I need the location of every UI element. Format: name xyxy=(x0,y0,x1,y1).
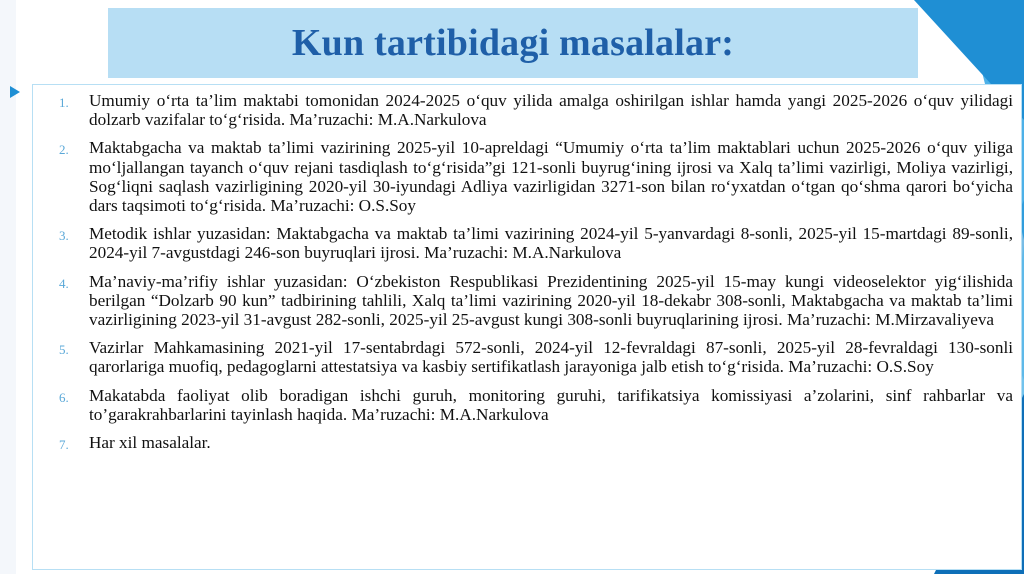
item-text: Metodik ishlar yuzasidan: Maktabgacha va maktab ta’limi vazirining 2024-yil 5-yanvardagi 8-sonli, 2025-yil 15-martdagi 89-sonli, 2024-yil 7-avgustdagi 246-son buyruqlari ijrosi. Ma’ruzachi: M.A.Narkulova xyxy=(89,224,1013,263)
list-item xyxy=(33,91,1013,129)
list-item xyxy=(33,224,1013,262)
item-number: 7. xyxy=(59,437,69,453)
item-text: Har xil masalalar. xyxy=(89,433,211,453)
arrow-bullet-icon xyxy=(10,86,20,98)
list-item xyxy=(33,338,1013,376)
item-text: Ma’naviy-ma’rifiy ishlar yuzasidan: O‘zbekiston Respublikasi Prezidentining 2025-yil 15-may kungi videoselektor yig‘ilishida berilgan “Dolzarb 90 kun” tadbirining tahlili, Xalq ta’limi vazirining 2020-yil 18-dekabr 308-sonli, Maktabgacha va maktab ta’limi vazirligining 2023-yil 31-avgust 282-sonli, 2025-yil 25-avgust kungi 308-sonli buyruqlarining ijrosi. Ma’ruzachi: M.Mirzavaliyeva xyxy=(89,271,1013,330)
item-number: 2. xyxy=(59,142,69,158)
agenda-list xyxy=(33,91,1013,454)
item-number: 4. xyxy=(59,275,69,291)
item-text: Maktabgacha va maktab ta’limi vazirining 2025-yil 10-apreldagi “Umumiy o‘rta ta’lim maktablari uchun 2025-2026 o‘quv yiliga mo‘ljallangan tayanch o‘quv rejani tasdiqlash to‘g‘risida”gi 121-sonli buyrug‘ining ijrosi va Xalq ta’limi vazirligi, Moliya vazirligi, Sog‘liqni saqlash vazirligining 2020-yil 30-iyundagi Adliya vazirligidan 3271-son bilan ro‘yxatdan o‘tgan qo‘shma qarori bo‘yicha dars taqsimoti to‘g‘risida. Ma’ruzachi: O.S.Soy xyxy=(89,138,1013,216)
title-banner xyxy=(108,8,918,78)
agenda-box xyxy=(32,84,1022,570)
list-item xyxy=(33,272,1013,330)
list-item xyxy=(33,138,1013,215)
list-item xyxy=(33,386,1013,424)
list-item xyxy=(33,433,1013,454)
item-number: 5. xyxy=(59,342,69,358)
item-number: 3. xyxy=(59,228,69,244)
item-text: Makatabda faoliyat olib boradigan ishchi guruh, monitoring guruhi, tarifikatsiya komissiyasi a’zolarini, sinf rahbarlar va to’garakrahbarlarini tayinlash haqida. Ma’ruzachi: M.A.Narkulova xyxy=(89,385,1013,424)
item-number: 1. xyxy=(59,95,69,110)
item-number: 6. xyxy=(59,389,69,405)
slide-title: Kun tartibidagi masalalar: xyxy=(291,22,735,64)
item-text: Umumiy o‘rta ta’lim maktabi tomonidan 2024-2025 o‘quv yilida amalga oshirilgan ishlar hamda yangi 2025-2026 o‘quv yilidagi dolzarb vazifalar to‘g‘risida. Ma’ruzachi: M.A.Narkulova xyxy=(89,91,1013,130)
item-text: Vazirlar Mahkamasining 2021-yil 17-sentabrdagi 572-sonli, 2024-yil 12-fevraldagi 87-sonli, 2025-yil 28-fevraldagi 130-sonli qarorlariga muofiq, pedagoglarni attestatsiya va kasbiy sertifikatlash jarayoniga jalb etish to‘g‘risida. Ma’ruzachi: O.S.Soy xyxy=(89,338,1013,377)
